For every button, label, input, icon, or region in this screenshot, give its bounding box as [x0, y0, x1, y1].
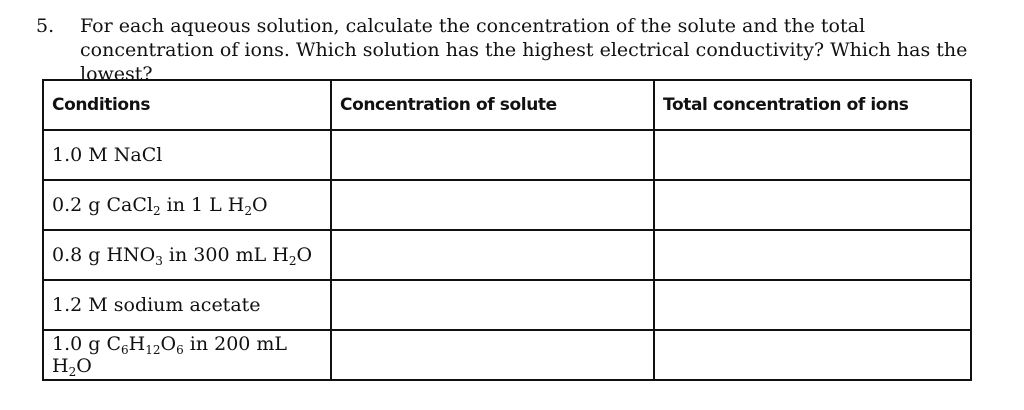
solute-concentration-cell[interactable]: [331, 280, 654, 330]
condition-text: O: [76, 355, 92, 377]
condition-text: O: [160, 333, 177, 355]
header-total-concentration-of-ions: Total concentration of ions: [654, 80, 971, 130]
solute-concentration-cell[interactable]: [331, 130, 654, 180]
condition-cell: [43, 280, 331, 330]
condition-text: in 200 mL H: [52, 333, 288, 377]
formula-subscript: 2: [288, 254, 297, 268]
solute-concentration-cell[interactable]: [331, 230, 654, 280]
condition-text: 0.8 g HNO: [52, 244, 156, 266]
condition-text: 1.0 M NaCl: [52, 144, 163, 166]
ion-concentration-cell[interactable]: [654, 330, 971, 380]
solute-concentration-cell[interactable]: [331, 330, 654, 380]
question: [36, 14, 996, 86]
formula-subscript: 2: [152, 204, 161, 218]
header-conditions: Conditions: [43, 80, 331, 130]
condition-cell: [43, 330, 331, 380]
condition-text: in 300 mL H: [162, 244, 289, 266]
solute-concentration-cell[interactable]: [331, 180, 654, 230]
condition-cell: [43, 180, 331, 230]
table-row: [43, 180, 971, 230]
condition-text: 1.0 g C: [52, 333, 121, 355]
table-row: [43, 330, 971, 380]
condition-text: O: [251, 194, 268, 216]
condition-text: O: [296, 244, 313, 266]
formula-subscript: 6: [176, 343, 184, 357]
header-concentration-of-solute: Concentration of solute: [331, 80, 654, 130]
condition-cell: [43, 230, 331, 280]
table-row: [43, 280, 971, 330]
question-number: 5.: [36, 15, 55, 37]
formula-subscript: 3: [155, 254, 163, 268]
formula-subscript: 12: [145, 343, 161, 357]
ion-concentration-cell[interactable]: [654, 280, 971, 330]
condition-cell: [43, 130, 331, 180]
header-row: [43, 80, 971, 130]
condition-text: H: [128, 333, 146, 355]
formula-subscript: 6: [121, 343, 129, 357]
table-row: [43, 230, 971, 280]
table-row: [43, 130, 971, 180]
table-body: [43, 130, 971, 380]
condition-text: in 1 L H: [160, 194, 245, 216]
condition-text: 1.2 M sodium acetate: [52, 294, 261, 316]
question-text: For each aqueous solution, calculate the concentration of the solute and the total concentration of ions. Which solution has the highest electrical conductivity? Which has the lowest?: [80, 15, 968, 85]
formula-subscript: 2: [68, 365, 77, 379]
ion-concentration-cell[interactable]: [654, 230, 971, 280]
condition-text: 0.2 g CaCl: [52, 194, 153, 216]
formula-subscript: 2: [244, 204, 252, 218]
ion-concentration-cell[interactable]: [654, 130, 971, 180]
ion-concentration-cell[interactable]: [654, 180, 971, 230]
solutions-table: [42, 79, 972, 381]
